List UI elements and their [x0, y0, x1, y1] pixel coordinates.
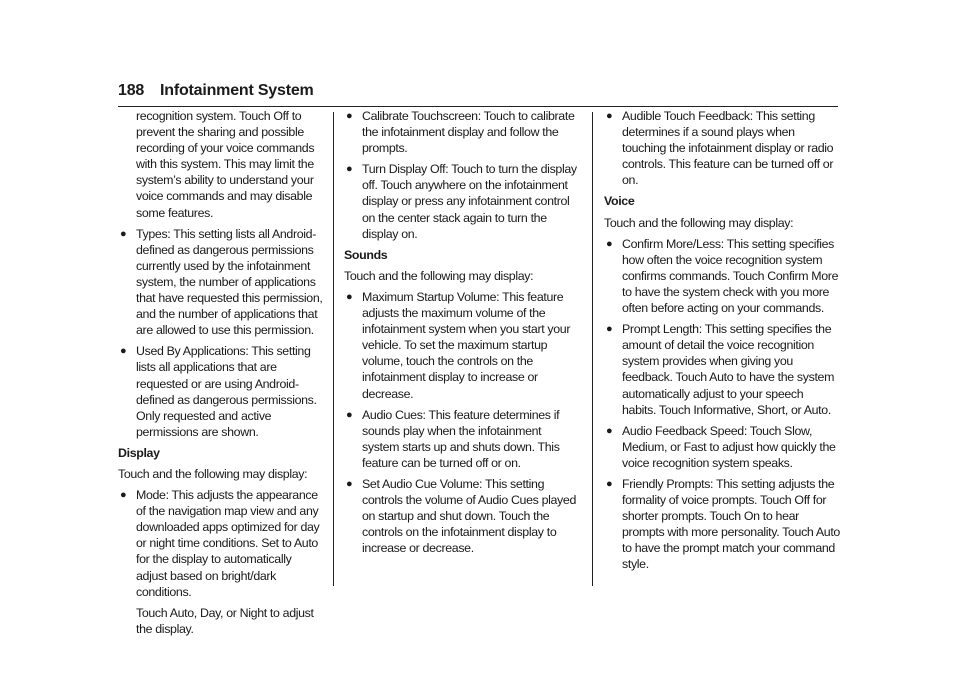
list-item-text: Friendly Prompts: This setting adjusts the formality of voice prompts. Touch Off for shorter prompts. Touch On to hear prompts with more personality. Touch Auto to have the prompt match your command style. — [622, 476, 840, 572]
list-item-text: Set Audio Cue Volume: This setting controls the volume of Audio Cues played on startup and shut down. Touch the controls on the infotainment display to increase or decrease. — [362, 476, 576, 556]
bullet-icon: ● — [606, 477, 613, 490]
bullet-icon: ● — [606, 323, 613, 336]
bullet-icon: ● — [606, 424, 613, 437]
bullet-icon: ● — [346, 408, 353, 421]
list-item-text: Turn Display Off: Touch to turn the display off. Touch anywhere on the infotainment display or press any infotainment control on the center stack again to turn the display on. — [362, 162, 577, 241]
list-item — [604, 321, 840, 418]
paragraph: Touch and the following may display: — [604, 215, 794, 230]
column-divider — [333, 112, 334, 586]
paragraph: Touch and the following may display: — [118, 466, 308, 481]
column-3 — [604, 108, 840, 578]
list-item-text: Mode: This adjusts the appearance of the navigation map view and any downloaded apps optimized for day or night time conditions. Set to Auto for the display to automatically adjust based on bright/dark conditions. — [136, 488, 320, 599]
column-divider — [592, 112, 593, 586]
bullet-icon: ● — [120, 345, 127, 358]
page-title: Infotainment System — [160, 82, 314, 99]
bullet-icon: ● — [120, 489, 127, 502]
list-item — [118, 343, 324, 440]
column-1 — [118, 108, 324, 642]
list-item-text: Types: This setting lists all Android-defined as dangerous permissions currently used by the infotainment system, the number of applications that have requested this permission, and the number of applications that are allowed to use this permission. — [136, 226, 323, 338]
list-item-text: Used By Applications: This setting lists all applications that are requested or are using Android-defined as dangerous permissions. Only requested and active permissions are shown. — [136, 344, 317, 439]
paragraph: Touch Auto, Day, or Night to adjust the display. — [136, 605, 314, 636]
page-number: 188 — [118, 82, 145, 99]
bullet-icon: ● — [346, 290, 353, 303]
list-item — [344, 289, 580, 402]
bullet-icon: ● — [346, 110, 353, 122]
section-heading: Display — [118, 445, 160, 460]
list-item — [604, 423, 840, 471]
section-heading: Voice — [604, 194, 635, 209]
bullet-icon: ● — [606, 237, 613, 250]
list-item-text: Audio Cues: This feature determines if sounds play when the infotainment system starts up and shuts down. This feature can be turned off or on. — [362, 407, 560, 470]
paragraph: recognition system. Touch Off to prevent the sharing and possible recording of your voice commands with this system. This may limit the system’s ability to understand your voice commands and may disable some features. — [136, 109, 315, 220]
bullet-icon: ● — [346, 163, 353, 176]
list-item — [118, 226, 324, 339]
bullet-icon: ● — [606, 110, 613, 122]
list-item — [118, 487, 324, 600]
list-item-text: Audio Feedback Speed: Touch Slow, Medium, or Fast to adjust how quickly the voice recognition system speaks. — [622, 423, 836, 470]
list-item-text: Calibrate Touchscreen: Touch to calibrate the infotainment display and follow the prompts. — [362, 109, 575, 156]
list-item — [344, 476, 580, 556]
paragraph: Touch and the following may display: — [344, 268, 534, 283]
section-heading: Sounds — [344, 247, 388, 262]
list-item-text: Prompt Length: This setting specifies the amount of detail the voice recognition system provides when giving you feedback. Touch Auto to have the system automatically adjust to your speech habits. Touch Informative, Short, or Auto. — [622, 322, 835, 417]
list-item — [604, 108, 840, 188]
list-item-text: Confirm More/Less: This setting specifies how often the voice recognition system confirms commands. Touch Confirm More to have the system check with you more often before acting on your commands. — [622, 236, 839, 316]
bullet-icon: ● — [120, 227, 127, 240]
list-item — [344, 161, 580, 241]
list-item-text: Audible Touch Feedback: This setting determines if a sound plays when touching the infotainment display or radio controls. This feature can be turned off or on. — [622, 109, 834, 188]
list-item-text: Maximum Startup Volume: This feature adjusts the maximum volume of the infotainment system when you start your vehicle. To set the maximum startup volume, touch the controls on the infotainment display to increase or decrease. — [362, 289, 571, 401]
column-2 — [344, 108, 580, 561]
list-item — [604, 236, 840, 316]
list-item — [344, 108, 580, 156]
list-item — [604, 476, 840, 573]
page-header — [118, 82, 838, 107]
bullet-icon: ● — [346, 477, 353, 490]
list-item — [344, 407, 580, 471]
